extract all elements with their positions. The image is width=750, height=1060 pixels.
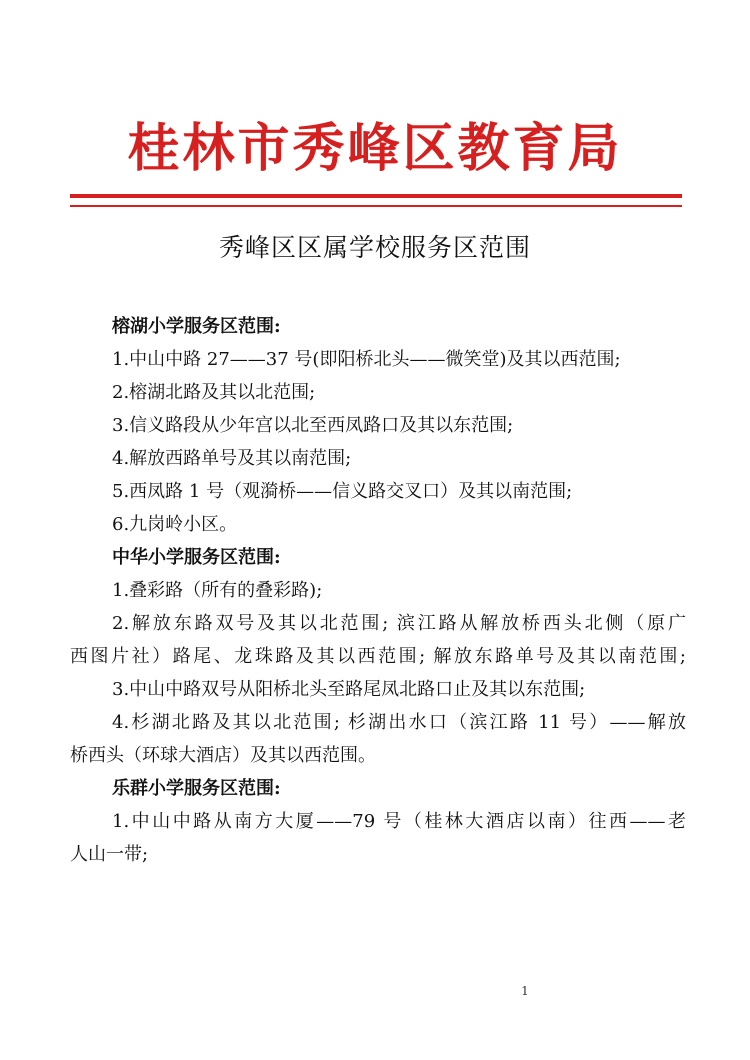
body-line: 3.中山中路双号从阳桥北头至路尾凤北路口止及其以东范围; <box>112 679 586 700</box>
body-line: 1.叠彩路（所有的叠彩路); <box>112 580 323 601</box>
body-line: 6.九岗岭小区。 <box>112 514 238 535</box>
body-line-continuation: 桥西头（环球大酒店）及其以西范围。 <box>70 745 376 766</box>
body-line: 2.解放东路双号及其以北范围; 滨江路从解放桥西头北侧（原广 <box>112 613 686 634</box>
body-line-continuation: 人山一带; <box>70 844 149 865</box>
body-line: 2.榕湖北路及其以北范围; <box>112 382 316 403</box>
letterhead-org-name: 桂林市秀峰区教育局 <box>127 118 623 179</box>
body-line: 5.西凤路 1 号（观漪桥——信义路交叉口）及其以南范围; <box>112 481 573 502</box>
body-line: 4.杉湖北路及其以北范围; 杉湖出水口（滨江路 11 号）——解放 <box>112 712 686 733</box>
section-heading-ronghu: 榕湖小学服务区范围: <box>112 316 281 337</box>
document-title: 秀峰区区属学校服务区范围 <box>218 233 531 262</box>
page-number: 1 <box>521 984 529 998</box>
body-line: 4.解放西路单号及其以南范围; <box>112 448 352 469</box>
section-heading-lequn: 乐群小学服务区范围: <box>112 778 281 799</box>
section-heading-zhonghua: 中华小学服务区范围: <box>112 547 281 568</box>
letterhead-thin-rule <box>70 205 682 207</box>
body-line-continuation: 西图片社）路尾、龙珠路及其以西范围; 解放东路单号及其以南范围; <box>70 646 686 667</box>
letterhead-thick-rule <box>70 194 682 198</box>
body-line: 3.信义路段从少年宫以北至西凤路口及其以东范围; <box>112 415 514 436</box>
body-line: 1.中山中路 27——37 号(即阳桥北头——微笑堂)及其以西范围; <box>112 349 621 370</box>
body-line: 1.中山中路从南方大厦——79 号（桂林大酒店以南）往西——老 <box>112 811 686 832</box>
document-body <box>70 310 686 871</box>
